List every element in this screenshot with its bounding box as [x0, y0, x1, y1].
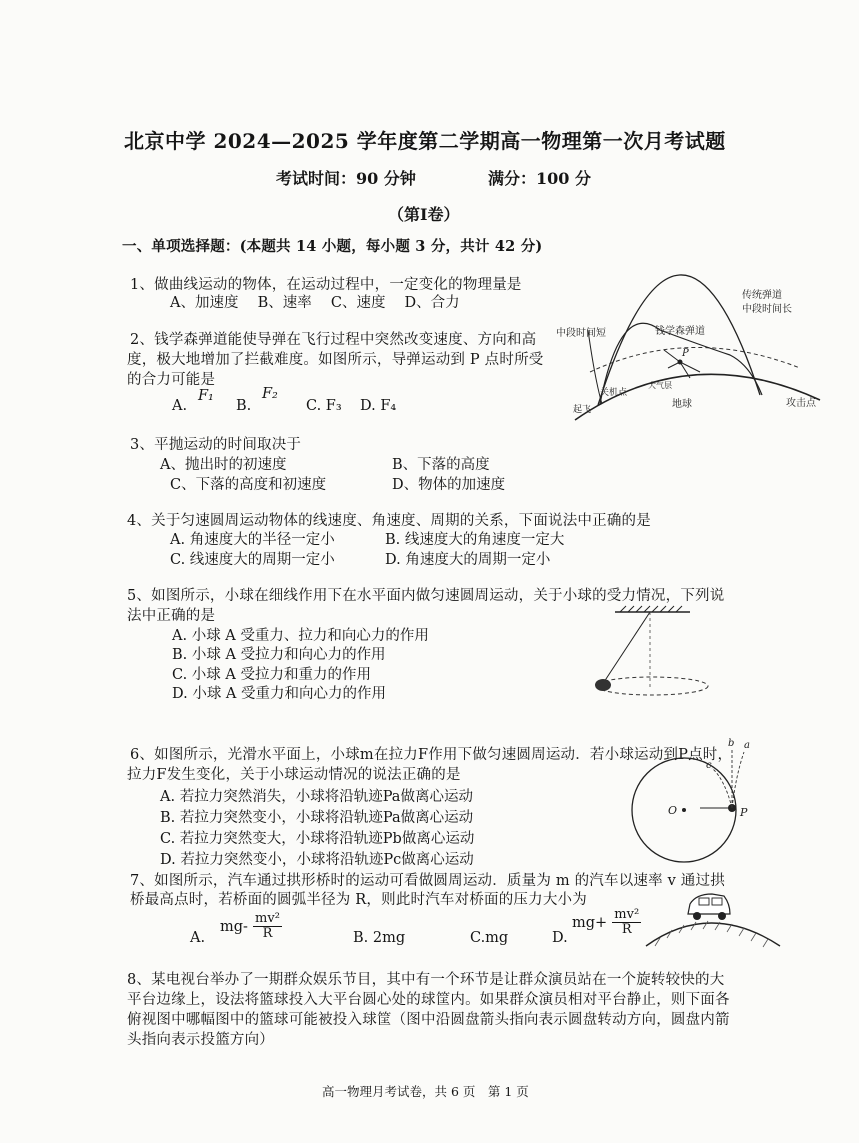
q7-a-denominator: R [262, 926, 273, 941]
label-glide: 关机点 [600, 388, 628, 398]
label-long-middle: 中段时间长 [742, 304, 792, 315]
label-P: P [682, 348, 689, 359]
q7-a-numerator: mv² [255, 911, 280, 926]
q2-option-a-value: F₁ [198, 388, 214, 404]
label-earth: 地球 [672, 399, 692, 410]
q2-option-b: B. [236, 398, 252, 414]
q4-option-c: C. 线速度大的周期一定小 [170, 552, 335, 568]
label-O: O [668, 804, 678, 817]
q6-option-c: C. 若拉力突然变大，小球将沿轨迹Pb做离心运动 [160, 831, 475, 847]
q5-option-d: D. 小球 A 受重力和向心力的作用 [172, 686, 387, 702]
q7-d-denominator: R [621, 922, 632, 937]
atmosphere-label: 大气层 [648, 381, 672, 390]
q3-option-a: A、抛出时的初速度 [160, 457, 287, 473]
q1-stem: 1、做曲线运动的物体，在运动过程中，一定变化的物理量是 [130, 277, 522, 293]
q2-option-b-value: F₂ [262, 386, 278, 402]
q6-option-d: D. 若拉力突然变小，小球将沿轨迹Pc做离心运动 [160, 852, 474, 868]
label-qian: 钱学森弹道 [655, 326, 705, 337]
q7-d-prefix: mg+ [572, 915, 608, 931]
q8-line1: 8、某电视台举办了一期群众娱乐节目，其中有一个环节是让群众演员站在一个旋转较快的大 [127, 972, 725, 988]
label-attack: 攻击点 [786, 398, 816, 409]
q2-line2: 度，极大地增加了拦截难度。如图所示，导弹运动到 P 点时所受 [127, 352, 544, 368]
q7-d-numerator: mv² [614, 907, 640, 922]
q6-line2: 拉力F发生变化，关于小球运动情况的说法正确的是 [127, 767, 461, 783]
q7-option-c: C.mg [470, 930, 509, 946]
section-heading: 一、单项选择题：(本题共 14 小题，每小题 3 分，共计 42 分) [122, 238, 543, 255]
q4-option-b: B. 线速度大的角速度一定大 [385, 532, 565, 548]
label-launch: 起飞 [573, 405, 592, 415]
q3-option-b: B、下落的高度 [392, 457, 490, 473]
q4-option-a: A. 角速度大的半径一定小 [170, 532, 335, 548]
q7-option-d: D. [552, 930, 568, 946]
q2-option-c: C. F₃ [306, 398, 342, 414]
q3-option-d: D、物体的加速度 [392, 477, 506, 493]
label-P-circle: P [740, 806, 748, 819]
q5-option-a: A. 小球 A 受重力、拉力和向心力的作用 [172, 628, 429, 644]
q8-line2: 平台边缘上，设法将篮球投入大平台圆心处的球筐内。如果群众演员相对平台静止，则下面各 [127, 992, 730, 1008]
label-traditional: 传统弹道 [742, 290, 782, 301]
q7-a-prefix: mg- [220, 919, 248, 935]
q2-line3: 的合力可能是 [127, 372, 216, 388]
q5-line1: 5、如图所示，小球在细线作用下在水平面内做匀速圆周运动，关于小球的受力情况，下列说 [127, 588, 725, 604]
q4-stem: 4、关于匀速圆周运动物体的线速度、角速度、周期的关系，下面说法中正确的是 [127, 513, 651, 529]
q8-line4: 头指向表示投篮方向） [127, 1032, 274, 1048]
q6-option-a: A. 若拉力突然消失，小球将沿轨迹Pa做离心运动 [160, 789, 473, 805]
q6-line1: 6、如图所示，光滑水平面上，小球m在拉力F作用下做匀速圆周运动．若小球运动到P点时， [130, 747, 733, 763]
q5-option-b: B. 小球 A 受拉力和向心力的作用 [172, 647, 386, 663]
q2-option-d: D. F₄ [360, 398, 397, 414]
q3-stem: 3、平抛运动的时间取决于 [130, 437, 302, 453]
q4-option-d: D. 角速度大的周期一定小 [385, 552, 551, 568]
label-short-middle: 中段时间短 [556, 328, 606, 339]
label-c: c [706, 760, 712, 771]
q7-option-a: A. [190, 930, 206, 946]
q1-options: A、加速度 B、速率 C、速度 D、合力 [170, 295, 460, 311]
page-footer: 高一物理月考试卷，共 6 页 第 1 页 [322, 1084, 529, 1099]
label-b: b [728, 738, 735, 749]
q2-line1: 2、钱学森弹道能使导弹在飞行过程中突然改变速度、方向和高 [130, 332, 537, 348]
exam-score: 满分：100 分 [488, 169, 591, 188]
q5-line2: 法中正确的是 [127, 608, 216, 624]
label-a: a [744, 740, 750, 751]
q5-option-c: C. 小球 A 受拉力和重力的作用 [172, 667, 371, 683]
q2-option-a: A. [172, 398, 188, 414]
exam-title: 北京中学 2024—2025 学年度第二学期高一物理第一次月考试题 [124, 129, 726, 153]
q8-line3: 俯视图中哪幅图中的篮球可能被投入球筐（图中沿圆盘箭头指向表示圆盘转动方向，圆盘内箭 [127, 1012, 730, 1028]
volume-label: （第Ⅰ卷） [388, 205, 460, 224]
q3-option-c: C、下落的高度和初速度 [170, 477, 327, 493]
q6-option-b: B. 若拉力突然变小，小球将沿轨迹Pa做离心运动 [160, 810, 474, 826]
q7-line1: 7、如图所示，汽车通过拱形桥时的运动可看做圆周运动．质量为 m 的汽车以速率 v 通过拱 [130, 873, 725, 889]
exam-time: 考试时间：90 分钟 [276, 169, 416, 188]
q7-option-b: B. 2mg [353, 930, 406, 946]
q7-line2: 桥最高点时，若桥面的圆弧半径为 R，则此时汽车对桥面的压力大小为 [130, 892, 587, 908]
